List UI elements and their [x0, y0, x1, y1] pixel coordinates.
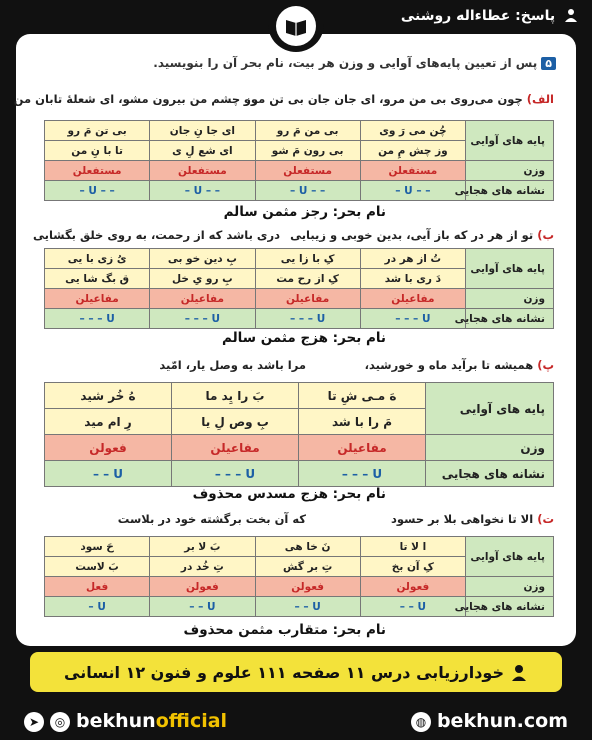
telegram-icon: ➤: [24, 712, 44, 732]
book-logo-icon: [282, 12, 310, 40]
cell: کِ با زا یی: [255, 249, 360, 269]
cell: مفاعیلن: [299, 435, 426, 461]
cell: U – – –: [45, 309, 150, 329]
question-header: [153, 56, 556, 70]
table-row: [45, 161, 554, 181]
cell: – – U –: [45, 181, 150, 201]
answer-author: پاسخ: عطاءاله روشنی: [400, 8, 556, 24]
label-meter: وزن: [466, 161, 554, 181]
cell: U – – –: [299, 461, 426, 487]
verse-b-line2: دری باشد که از رحمت، به روی خلق بگشایی: [33, 228, 280, 242]
lesson-footer-banner: [30, 652, 562, 692]
table-t: [44, 536, 554, 617]
label-meter: وزن: [426, 435, 554, 461]
cell: مستفعلن: [150, 161, 255, 181]
label-signs: نشانه های هجایی: [466, 181, 554, 201]
cell: بِ رو یِ خل: [150, 269, 255, 289]
table-row: [45, 249, 554, 269]
table-row: [45, 537, 554, 557]
bahr-t: نام بحر: متقارب مثمن محذوف: [183, 622, 386, 638]
question-number: ۵: [541, 57, 556, 70]
cell: مستفعلن: [45, 161, 150, 181]
cell: U – –: [255, 597, 360, 617]
table-row: [45, 461, 554, 487]
cell: بی من مَ رو: [255, 121, 360, 141]
bahr-a: نام بحر: رجز مثمن سالم: [223, 204, 386, 220]
cell: مفاعیلن: [255, 289, 360, 309]
table-a: [44, 120, 554, 201]
cell: مستفعلن: [360, 161, 465, 181]
table-row: [45, 289, 554, 309]
table-row: [45, 577, 554, 597]
label-meter: وزن: [466, 289, 554, 309]
verse-b-line1: ب) تو از هر در که باز آیی، بدین خوبی و زیبایی: [290, 228, 554, 242]
cell: تُ از هر در: [360, 249, 465, 269]
cell: یُ زی با یی: [45, 249, 150, 269]
cell: هُ خُر شید: [45, 383, 172, 409]
label-syllables: پایه های آوایی: [466, 121, 554, 161]
cell: – – U –: [150, 181, 255, 201]
verse-p-line1: پ) همیشه تا برآید ماه و خورشید،: [364, 358, 554, 372]
table-p: [44, 382, 554, 487]
question-text: پس از تعیین پایه‌های آوایی و وزن هر بیت، نام بحر آن را بنویسید.: [153, 56, 538, 70]
user-icon: [564, 8, 578, 22]
cell: بی رون مَ شو: [255, 141, 360, 161]
table-row: [45, 383, 554, 409]
cell: تِ خُد در: [150, 557, 255, 577]
bottom-bar: [0, 702, 592, 740]
label-meter: وزن: [466, 577, 554, 597]
cell: مفاعیلن: [45, 289, 150, 309]
cell: U – –: [150, 597, 255, 617]
cell: مَ را با شد: [299, 409, 426, 435]
instagram-icon: ◎: [50, 712, 70, 732]
cell: U –: [45, 597, 150, 617]
cell: رِ ام مید: [45, 409, 172, 435]
handle-suffix: official: [155, 710, 228, 732]
label-signs: نشانه های هجایی: [466, 309, 554, 329]
cell: هَ مـی شِ تا: [299, 383, 426, 409]
table-row: [45, 181, 554, 201]
verse-p-line2: مرا باشد به وصل یار، امّید: [159, 358, 306, 372]
label-signs: نشانه های هجایی: [466, 597, 554, 617]
cell: بِ دین خو بی: [150, 249, 255, 269]
cell: فعولن: [150, 577, 255, 597]
cell: حَ سود: [45, 537, 150, 557]
cell: مستفعلن: [255, 161, 360, 181]
label-syllables: پایه های آوایی: [466, 249, 554, 289]
website-link[interactable]: [411, 710, 568, 732]
cell: تِ بر گش: [255, 557, 360, 577]
cell: مفاعیلن: [360, 289, 465, 309]
cell: ای جا نِ جان: [150, 121, 255, 141]
cell: فعل: [45, 577, 150, 597]
cell: ای شع لِ ی: [150, 141, 255, 161]
cell: U – – –: [150, 309, 255, 329]
cell: بَ لا بر: [150, 537, 255, 557]
cell: فعولن: [360, 577, 465, 597]
cell: تا با نِ من: [45, 141, 150, 161]
cell: U – – –: [255, 309, 360, 329]
cell: – – U –: [255, 181, 360, 201]
verse-t-line1: ت) الا تا نخواهی بلا بر حسود: [391, 512, 554, 526]
cell: ا لا تا: [360, 537, 465, 557]
cell: مفاعیلن: [172, 435, 299, 461]
bahr-b: نام بحر: هزج مثمن سالم: [222, 330, 386, 346]
table-row: [45, 597, 554, 617]
cell: U – –: [45, 461, 172, 487]
cell: U – – –: [360, 309, 465, 329]
cell: بِ وص لِ یا: [172, 409, 299, 435]
table-b: [44, 248, 554, 329]
cell: کِ آن بخ: [360, 557, 465, 577]
verse-a-line1: الف) چون می‌روی بی من مرو، ای جان جان بی تن مرو: [243, 92, 554, 106]
answer-card: [13, 34, 576, 646]
bahr-p: نام بحر: هزج مسدس محذوف: [192, 486, 386, 502]
label-syllables: پایه های آوایی: [466, 537, 554, 577]
cell: وز چش مِ من: [360, 141, 465, 161]
verse-t-line2: که آن بخت برگشته خود در بلاست: [117, 512, 306, 526]
table-row: [45, 309, 554, 329]
social-handle[interactable]: [24, 710, 227, 732]
cell: فعولن: [255, 577, 360, 597]
cell: U – –: [360, 597, 465, 617]
globe-icon: ◍: [411, 712, 431, 732]
table-row: [45, 435, 554, 461]
cell: بَ را یِد ما: [172, 383, 299, 409]
lesson-footer-text: خودارزیابی درس ۱۱ صفحه ۱۱۱ علوم و فنون ۱۲ انسانی: [64, 662, 504, 682]
cell: ق بگ شا یی: [45, 269, 150, 289]
cell: دَ ری با شد: [360, 269, 465, 289]
verse-a-line2: وز چشم من بیرون مشو، ای شعلهٔ تابان من: [13, 92, 258, 106]
handle-prefix: bekhun: [76, 710, 156, 732]
cell: – – U –: [360, 181, 465, 201]
label-signs: نشانه های هجایی: [426, 461, 554, 487]
cell: فعولن: [45, 435, 172, 461]
student-icon: [510, 663, 528, 681]
website-text: bekhun.com: [436, 710, 568, 732]
table-row: [45, 121, 554, 141]
cell: چُن می رَ وی: [360, 121, 465, 141]
cell: مفاعیلن: [150, 289, 255, 309]
cell: بی تن مَ رو: [45, 121, 150, 141]
cell: بَ لاست: [45, 557, 150, 577]
label-syllables: پایه های آوایی: [426, 383, 554, 435]
cell: نَ خا هی: [255, 537, 360, 557]
cell: U – – –: [172, 461, 299, 487]
cell: کِ از رح مت: [255, 269, 360, 289]
